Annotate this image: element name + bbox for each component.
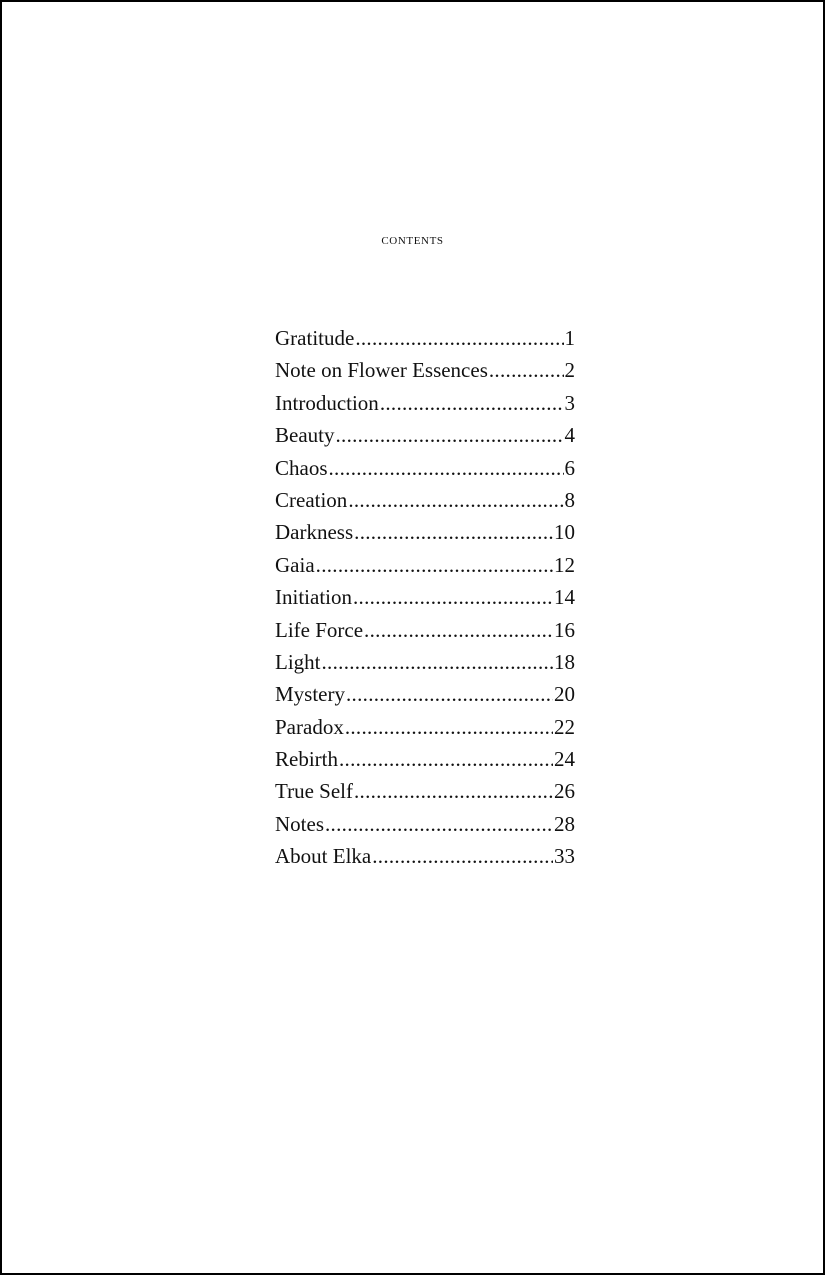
toc-entry — [275, 840, 575, 872]
toc-entry — [275, 387, 575, 419]
dot-leader — [339, 743, 553, 775]
toc-entry-title: Darkness — [275, 520, 354, 545]
toc-entry-page: 1 — [564, 326, 575, 350]
toc-entry-page: 4 — [564, 423, 575, 448]
toc-entry-title: Rebirth — [275, 747, 338, 772]
dot-leader — [329, 452, 564, 484]
toc-entry-page: 26 — [554, 779, 575, 804]
toc-entry — [275, 711, 575, 743]
dot-leader — [355, 322, 563, 354]
toc-entry-title: Life Force — [275, 617, 364, 642]
dot-leader — [489, 354, 564, 386]
toc-entry — [275, 516, 575, 548]
toc-entry-title: Paradox — [275, 714, 344, 739]
toc-entry-page: 3 — [564, 390, 575, 415]
toc-entry — [275, 646, 575, 678]
toc-entry-page: 14 — [554, 585, 575, 610]
toc-entry-title: Light — [275, 649, 321, 674]
toc-entry-page: 28 — [554, 811, 575, 836]
toc-entry-page: 18 — [554, 649, 575, 674]
toc-entry — [275, 484, 575, 516]
toc-entry-page: 10 — [554, 520, 575, 545]
table-of-contents — [275, 322, 575, 873]
toc-entry-title: Beauty — [275, 423, 335, 448]
dot-leader — [348, 484, 563, 516]
toc-entry-page: 12 — [554, 552, 575, 577]
toc-entry-title: Chaos — [275, 455, 328, 480]
dot-leader — [346, 678, 553, 710]
contents-heading: contents — [381, 232, 444, 248]
toc-entry-page: 16 — [554, 617, 575, 642]
toc-entry-page: 8 — [564, 487, 575, 512]
toc-entry-page: 33 — [554, 844, 575, 869]
toc-entry-title: Gratitude — [275, 326, 355, 350]
toc-entry — [275, 549, 575, 581]
dot-leader — [353, 581, 553, 613]
toc-entry — [275, 808, 575, 840]
toc-entry-title: Initiation — [275, 585, 352, 610]
dot-leader — [354, 775, 553, 807]
dot-leader — [322, 646, 554, 678]
toc-entry — [275, 354, 575, 386]
toc-entry — [275, 419, 575, 451]
dot-leader — [364, 614, 553, 646]
toc-entry-title: Note on Flower Essences — [275, 358, 488, 383]
dot-leader — [325, 808, 553, 840]
toc-entry — [275, 322, 575, 354]
toc-entry — [275, 452, 575, 484]
toc-entry — [275, 581, 575, 613]
toc-entry-page: 24 — [554, 747, 575, 772]
toc-entry-title: Notes — [275, 811, 324, 836]
toc-entry — [275, 614, 575, 646]
dot-leader — [354, 516, 553, 548]
dot-leader — [380, 387, 564, 419]
toc-entry — [275, 743, 575, 775]
toc-entry-page: 22 — [554, 714, 575, 739]
dot-leader — [316, 549, 553, 581]
toc-entry-page: 2 — [564, 358, 575, 383]
toc-entry-title: Creation — [275, 487, 348, 512]
toc-entry — [275, 775, 575, 807]
toc-entry-page: 6 — [564, 455, 575, 480]
toc-entry-title: About Elka — [275, 844, 372, 869]
toc-entry-title: Mystery — [275, 682, 345, 707]
dot-leader — [345, 711, 553, 743]
toc-entry-title: Gaia — [275, 552, 315, 577]
toc-entry — [275, 678, 575, 710]
dot-leader — [372, 840, 553, 872]
dot-leader — [335, 419, 563, 451]
toc-entry-title: Introduction — [275, 390, 379, 415]
toc-entry-page: 20 — [554, 682, 575, 707]
toc-entry-title: True Self — [275, 779, 353, 804]
